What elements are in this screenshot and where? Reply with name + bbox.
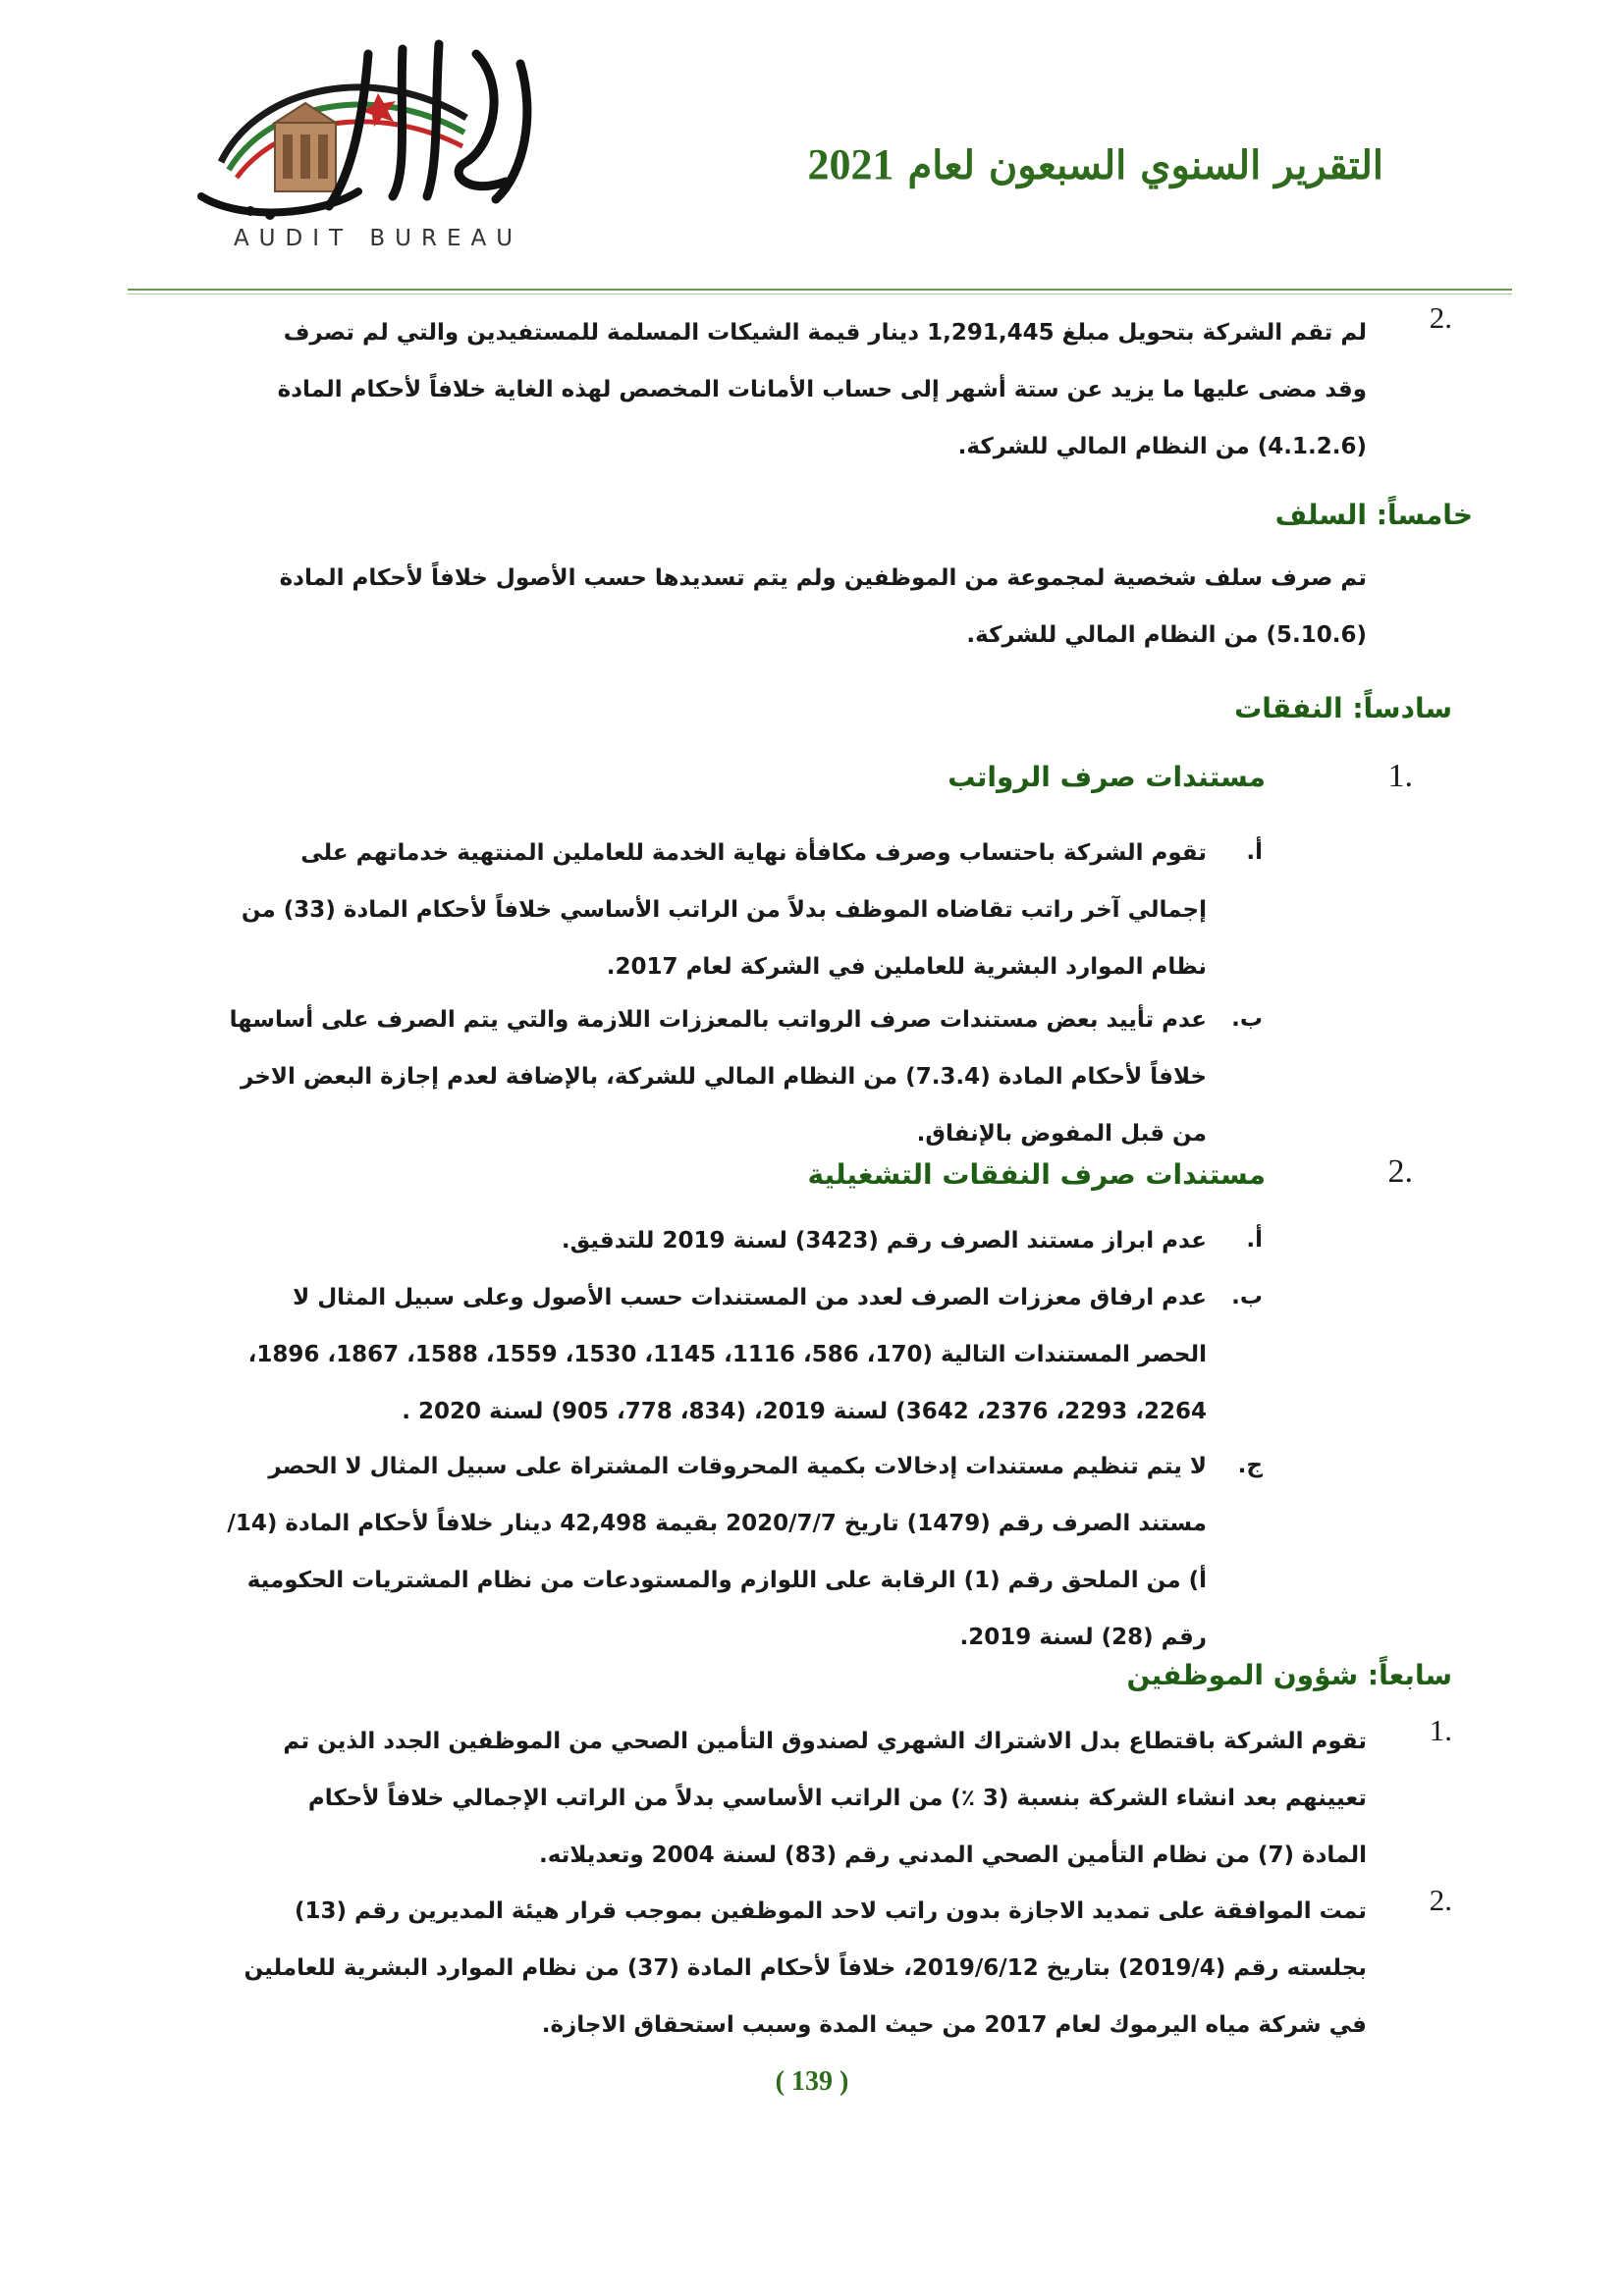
item-number: 1. bbox=[1429, 1713, 1452, 1747]
list-letter: ب. bbox=[1231, 1006, 1263, 1032]
subsection-title-salaries: مستندات صرف الرواتب bbox=[947, 761, 1266, 793]
subsection-title-operating: مستندات صرف النفقات التشغيلية bbox=[807, 1158, 1266, 1191]
logo-latin-text: AUDIT BUREAU bbox=[233, 226, 523, 251]
report-title-text: التقرير السنوي السبعون لعام bbox=[907, 142, 1383, 188]
section-heading-advances: خامساً: السلف bbox=[1274, 499, 1473, 531]
page-number: ( 139 ) bbox=[775, 2066, 849, 2097]
item-number: 2. bbox=[1429, 1883, 1452, 1917]
paragraph-item-2: لم تقم الشركة بتحويل مبلغ 1,291,445 دينار قيمة الشيكات المسلمة للمستفيدين والتي لم تصرف وقد مضى عليها ما يزيد عن ستة أشهر إلى حساب الأمانات المخصص لهذه الغاية خلافاً لأحكام المادة (4.1.2.6) من النظام المالي للشركة. bbox=[277, 320, 1367, 459]
list-letter: ج. bbox=[1237, 1453, 1263, 1478]
paragraph-operating-b: عدم ارفاق معززات الصرف لعدد من المستندات حسب الأصول وعلى سبيل المثال لا الحصر المستندات التالية (170، 586، 1116، 1145، 1530، 1559، 1588، 1867، 1896، 2264، 2293، 2376، 3642) لسنة 2019، (834، 778، 905) لسنة 2020 . bbox=[247, 1285, 1207, 1424]
paragraph-personnel-2: تمت الموافقة على تمديد الاجازة بدون راتب لاحد الموظفين بموجب قرار هيئة المديرين رقم (13) بجلسته رقم (2019/4) بتاريخ 2019/6/12، خلافاً لأحكام المادة (37) من نظام الموارد البشرية للعاملين في شركة مياه اليرموك لعام 2017 من حيث المدة وسبب استحقاق الاجازة. bbox=[244, 1898, 1367, 2038]
paragraph-salaries-b: عدم تأييد بعض مستندات صرف الرواتب بالمعززات اللازمة والتي يتم الصرف على أساسها خلافاً لأحكام المادة (7.3.4) من النظام المالي للشركة، بالإضافة لعدم إجازة البعض الاخر من قبل المفوض بالإنفاق. bbox=[229, 1007, 1207, 1147]
list-letter: ب. bbox=[1231, 1284, 1263, 1309]
section-heading-personnel: سابعاً: شؤون الموظفين bbox=[1126, 1659, 1452, 1691]
report-title-year: 2021 bbox=[807, 140, 894, 188]
section-heading-expenses: سادساً: النفقات bbox=[1234, 692, 1452, 724]
paragraph-advances: تم صرف سلف شخصية لمجموعة من الموظفين ولم يتم تسديدها حسب الأصول خلافاً لأحكام المادة (5.10.6) من النظام المالي للشركة. bbox=[279, 565, 1367, 648]
list-letter: أ. bbox=[1246, 839, 1263, 865]
subsection-number: 1. bbox=[1387, 758, 1413, 794]
list-letter: أ. bbox=[1246, 1227, 1263, 1253]
paragraph-operating-a: عدم ابراز مستند الصرف رقم (3423) لسنة 2019 للتدقيق. bbox=[561, 1228, 1207, 1254]
item-number: 2. bbox=[1429, 300, 1452, 335]
paragraph-personnel-1: تقوم الشركة باقتطاع بدل الاشتراك الشهري لصندوق التأمين الصحي من الموظفين الجدد الذين تم تعيينهم بعد انشاء الشركة بنسبة (3 ٪) من الراتب الأساسي بدلاً من الراتب الإجمالي خلافاً لأحكام المادة (7) من نظام التأمين الصحي المدني رقم (83) لسنة 2004 وتعديلاته. bbox=[283, 1729, 1367, 1868]
paragraph-operating-c: لا يتم تنظيم مستندات إدخالات بكمية المحروقات المشتراة على سبيل المثال لا الحصر مستند الصرف رقم (1479) تاريخ 2020/7/7 بقيمة 42,498 دينار خلافاً لأحكام المادة (14/أ) من الملحق رقم (1) الرقابة على اللوازم والمستودعات من نظام المشتريات الحكومية رقم (28) لسنة 2019. bbox=[227, 1454, 1207, 1650]
subsection-number: 2. bbox=[1387, 1153, 1413, 1190]
paragraph-salaries-a: تقوم الشركة باحتساب وصرف مكافأة نهاية الخدمة للعاملين المنتهية خدماتهم على إجمالي آخر راتب تقاضاه الموظف بدلاً من الراتب الأساسي خلافاً لأحكام المادة (33) من نظام الموارد البشرية للعاملين في الشركة لعام 2017. bbox=[241, 840, 1207, 980]
